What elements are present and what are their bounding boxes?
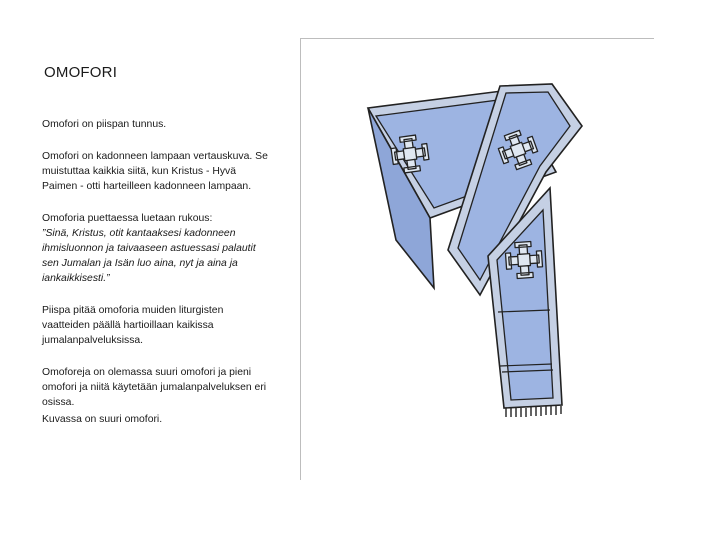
paragraph-caption: Kuvassa on suuri omofori. (42, 414, 163, 425)
text-column (42, 117, 274, 444)
prayer-intro: Omoforia puettaessa luetaan rukous: (42, 213, 213, 224)
frame-line-top (300, 38, 654, 39)
omophorion-vestment-icon (330, 80, 590, 425)
paragraph-lost-sheep: Omofori on kadonneen lampaan vertauskuva. Se muistuttaa kaikkia siitä, kun Kristus - Hyvä Paimen - otti harteilleen kadonneen lampaan. (42, 151, 268, 192)
paragraph-prayer (42, 211, 274, 286)
paragraph-usage: Piispa pitää omoforia muiden liturgisten vaatteiden päällä hartioillaan kaikissa jumalanpalveluksissa. (42, 305, 224, 346)
page-title: OMOFORI (44, 64, 118, 81)
prayer-text: ”Sinä, Kristus, otit kantaaksesi kadonneen ihmisluonnon ja taivaaseen astuessasi palautit sen Jumalan ja Isän luo aina, nyt ja aina ja iankaikkisesti.” (42, 228, 256, 284)
frame-line-left (300, 38, 301, 480)
paragraph-bishop-sign: Omofori on piispan tunnus. (42, 119, 167, 130)
paragraph-types: Omoforeja on olemassa suuri omofori ja pieni omofori ja niitä käytetään jumalanpalveluksen eri osissa. (42, 367, 267, 408)
